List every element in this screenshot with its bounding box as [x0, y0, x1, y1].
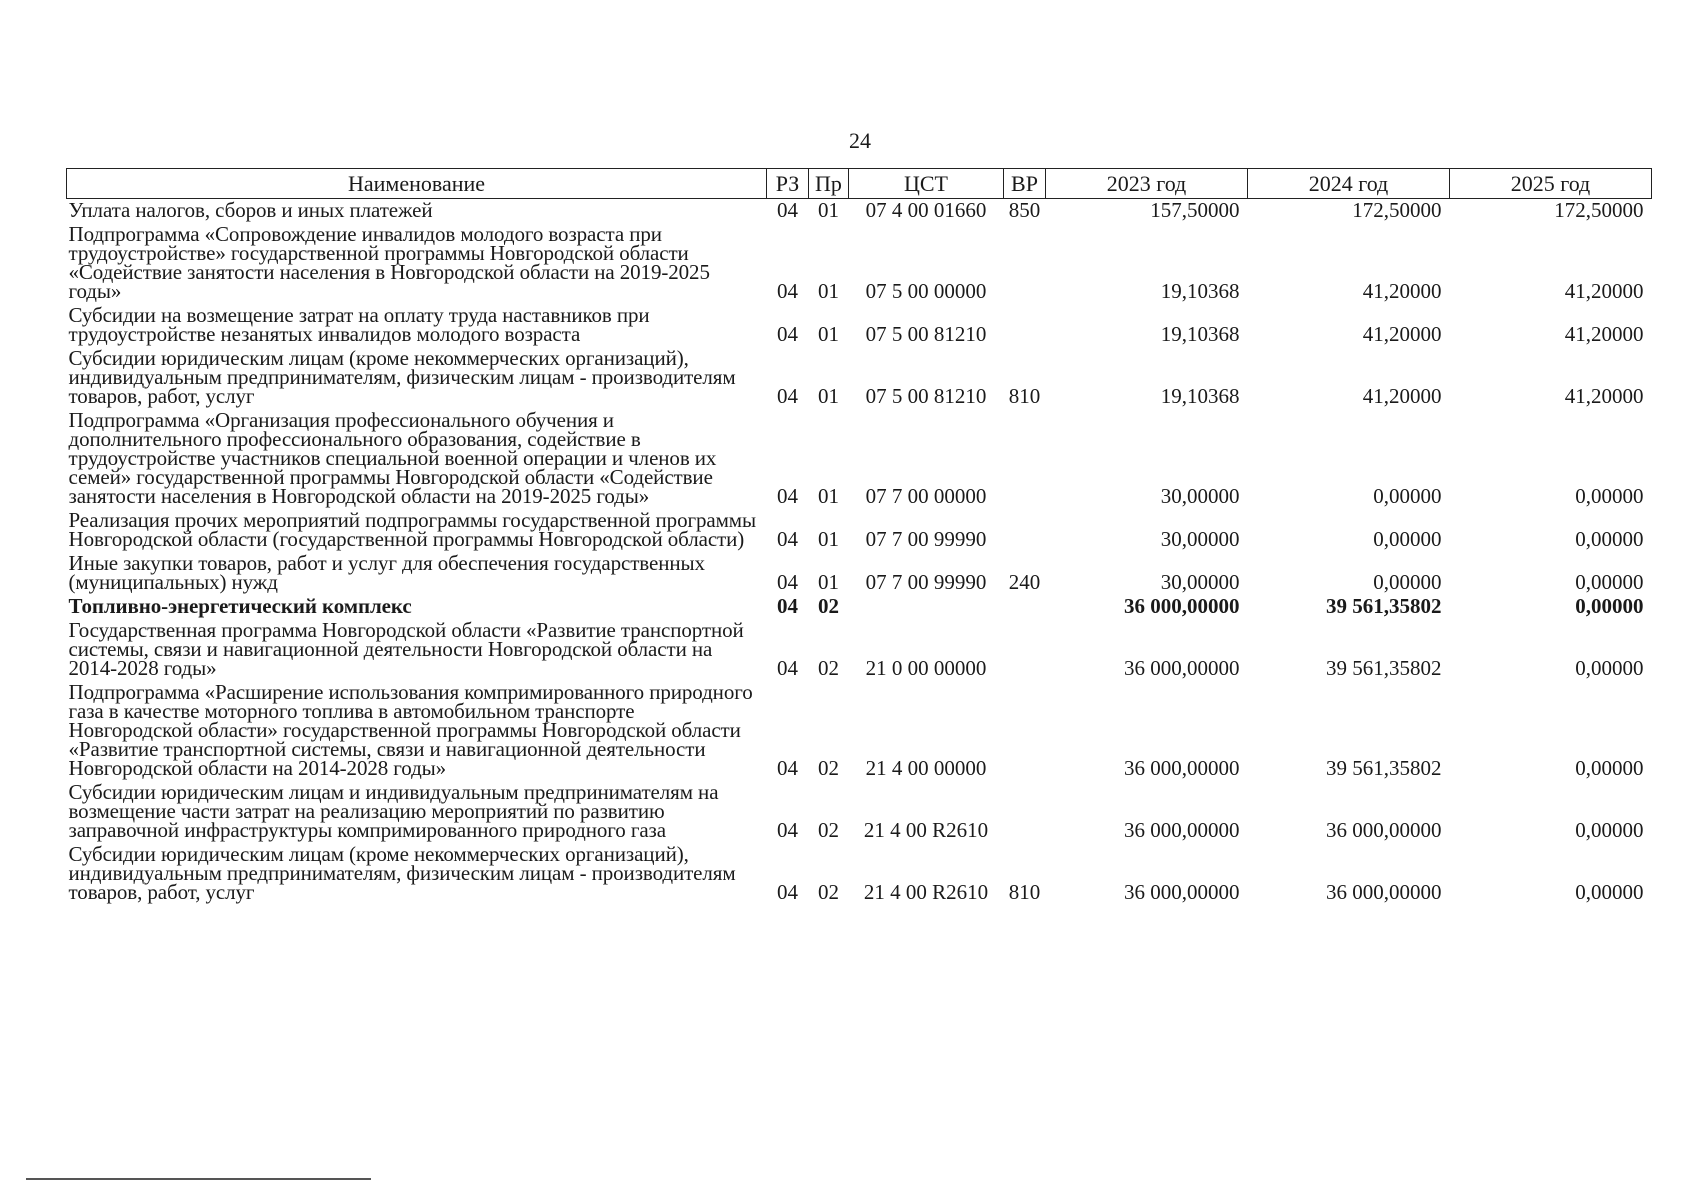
cell-2025: 0,00000 [1575, 756, 1644, 780]
cell-rz: 04 [777, 279, 798, 303]
cell-2024: 172,50000 [1352, 198, 1442, 222]
cell-name: Субсидии юридическим лицам и индивидуальным предпринимателям на возмещение части затрат на реализацию мероприятий по развитию заправочной инфраструктуры компримированного природного газа [68, 780, 719, 842]
cell-2025: 0,00000 [1575, 656, 1644, 680]
table-row [67, 223, 1652, 304]
cell-rz: 04 [777, 756, 798, 780]
header-2025: 2025 год [1450, 169, 1652, 199]
cell-cst: 07 7 00 00000 [865, 484, 987, 508]
cell-2024: 41,20000 [1362, 384, 1442, 408]
cell-name: Субсидии юридическим лицам (кроме некоммерческих организаций), индивидуальным предпринимателям, физическим лицам - производителям товаров, работ, услуг [68, 346, 736, 408]
cell-cst: 07 5 00 81210 [865, 322, 987, 346]
cell-name: Подпрограмма «Расширение использования компримированного природного газа в качестве моторного топлива в автомобильном транспорте Новгородской области» государственной программы Новгородской области «Развитие транспортной системы, связи и навигационной деятельности Новгородской области на 2014-2028 годы» [68, 680, 753, 780]
cell-vr [1004, 409, 1046, 509]
cell-2023: 30,00000 [1160, 570, 1240, 594]
cell-2023: 19,10368 [1160, 384, 1240, 408]
cell-rz: 04 [777, 322, 798, 346]
header-2023: 2023 год [1046, 169, 1248, 199]
table-row [67, 681, 1652, 781]
cell-rz: 04 [777, 570, 798, 594]
cell-2023: 36 000,00000 [1124, 880, 1240, 904]
cell-pr: 02 [818, 594, 839, 618]
table-row [67, 843, 1652, 905]
cell-name: Подпрограмма «Организация профессионального обучения и дополнительного профессионального образования, содействие в трудоустройстве участников специальной военной операции и членов их семей» государственной программы Новгородской области «Содействие занятости населения в Новгородской области на 2019-2025 годы» [68, 408, 717, 508]
table-row [67, 409, 1652, 509]
header-pr: Пр [809, 169, 849, 199]
cell-2024: 41,20000 [1362, 322, 1442, 346]
cell-name: Реализация прочих мероприятий подпрограммы государственной программы Новгородской области (государственной программы Новгородской области) [68, 508, 757, 551]
cell-2024: 36 000,00000 [1326, 818, 1442, 842]
cell-cst: 21 4 00 R2610 [863, 818, 989, 842]
cell-rz: 04 [777, 484, 798, 508]
cell-2024: 39 561,35802 [1326, 594, 1442, 618]
cell-vr: 240 [1008, 570, 1041, 594]
cell-vr [1004, 781, 1046, 843]
cell-cst: 07 7 00 99990 [865, 570, 987, 594]
cell-2023: 36 000,00000 [1124, 756, 1240, 780]
cell-2025: 41,20000 [1564, 384, 1644, 408]
page-number: 24 [849, 128, 871, 153]
cell-2023: 19,10368 [1160, 322, 1240, 346]
header-vr: ВР [1004, 169, 1046, 199]
cell-2023: 157,50000 [1150, 198, 1240, 222]
cell-vr [1004, 619, 1046, 681]
header-2024: 2024 год [1248, 169, 1450, 199]
cell-pr: 02 [818, 880, 839, 904]
footer-divider [26, 1178, 371, 1180]
cell-2023: 30,00000 [1160, 527, 1240, 551]
header-name: Наименование [67, 169, 767, 199]
cell-rz: 04 [777, 384, 798, 408]
cell-rz: 04 [777, 198, 798, 222]
cell-2025: 0,00000 [1575, 570, 1644, 594]
cell-pr: 01 [818, 570, 839, 594]
cell-pr: 02 [818, 656, 839, 680]
cell-cst [849, 595, 1004, 619]
cell-cst: 21 0 00 00000 [865, 656, 987, 680]
cell-vr [1004, 509, 1046, 552]
cell-vr: 810 [1008, 880, 1041, 904]
table-row [67, 199, 1652, 224]
cell-2023: 36 000,00000 [1124, 594, 1240, 618]
cell-2025: 172,50000 [1554, 198, 1644, 222]
cell-vr [1004, 304, 1046, 347]
cell-2023: 30,00000 [1160, 484, 1240, 508]
cell-name: Подпрограмма «Сопровождение инвалидов молодого возраста при трудоустройстве» государственной программы Новгородской области «Содействие занятости населения в Новгородской области на 2019-2025 годы» [68, 222, 710, 303]
cell-rz: 04 [777, 594, 798, 618]
cell-2023: 36 000,00000 [1124, 656, 1240, 680]
cell-2024: 39 561,35802 [1326, 756, 1442, 780]
table-row [67, 304, 1652, 347]
table-body [67, 199, 1652, 906]
cell-vr [1004, 223, 1046, 304]
cell-2025: 0,00000 [1575, 880, 1644, 904]
cell-name: Субсидии юридическим лицам (кроме некоммерческих организаций), индивидуальным предпринимателям, физическим лицам - производителям товаров, работ, услуг [68, 842, 736, 904]
cell-name: Уплата налогов, сборов и иных платежей [68, 198, 433, 222]
cell-name: Государственная программа Новгородской области «Развитие транспортной системы, связи и навигационной деятельности Новгородской области на 2014-2028 годы» [68, 618, 744, 680]
cell-name: Субсидии на возмещение затрат на оплату труда наставников при трудоустройстве незанятых инвалидов молодого возраста [68, 303, 650, 346]
cell-2025: 0,00000 [1575, 594, 1644, 618]
cell-2025: 0,00000 [1575, 484, 1644, 508]
header-rz: РЗ [767, 169, 809, 199]
cell-pr: 02 [818, 756, 839, 780]
cell-cst: 07 7 00 99990 [865, 527, 987, 551]
cell-2024: 0,00000 [1373, 484, 1442, 508]
cell-vr [1004, 595, 1046, 619]
cell-2025: 41,20000 [1564, 279, 1644, 303]
cell-cst: 07 5 00 00000 [865, 279, 987, 303]
cell-2025: 41,20000 [1564, 322, 1644, 346]
cell-2024: 0,00000 [1373, 527, 1442, 551]
cell-cst: 07 4 00 01660 [865, 198, 987, 222]
table-row [67, 509, 1652, 552]
cell-2025: 0,00000 [1575, 527, 1644, 551]
table-row [67, 781, 1652, 843]
cell-2023: 19,10368 [1160, 279, 1240, 303]
cell-2024: 36 000,00000 [1326, 880, 1442, 904]
cell-pr: 01 [818, 484, 839, 508]
cell-2023: 36 000,00000 [1124, 818, 1240, 842]
cell-pr: 02 [818, 818, 839, 842]
table-header-row [67, 169, 1652, 199]
cell-cst: 07 5 00 81210 [865, 384, 987, 408]
cell-rz: 04 [777, 880, 798, 904]
cell-2024: 41,20000 [1362, 279, 1442, 303]
header-cst: ЦСТ [849, 169, 1004, 199]
cell-rz: 04 [777, 818, 798, 842]
budget-table [66, 168, 1652, 905]
table-row [67, 595, 1652, 619]
cell-2024: 39 561,35802 [1326, 656, 1442, 680]
cell-pr: 01 [818, 279, 839, 303]
cell-pr: 01 [818, 322, 839, 346]
cell-cst: 21 4 00 00000 [865, 756, 987, 780]
cell-2025: 0,00000 [1575, 818, 1644, 842]
table-row [67, 619, 1652, 681]
cell-vr: 850 [1008, 198, 1041, 222]
table-row [67, 552, 1652, 595]
cell-pr: 01 [818, 527, 839, 551]
table-row [67, 347, 1652, 409]
cell-rz: 04 [777, 527, 798, 551]
cell-rz: 04 [777, 656, 798, 680]
cell-vr: 810 [1008, 384, 1041, 408]
cell-vr [1004, 681, 1046, 781]
cell-name: Топливно-энергетический комплекс [68, 594, 412, 618]
cell-2024: 0,00000 [1373, 570, 1442, 594]
cell-pr: 01 [818, 198, 839, 222]
cell-pr: 01 [818, 384, 839, 408]
cell-name: Иные закупки товаров, работ и услуг для обеспечения государственных (муниципальных) нужд [68, 551, 705, 594]
cell-cst: 21 4 00 R2610 [863, 880, 989, 904]
